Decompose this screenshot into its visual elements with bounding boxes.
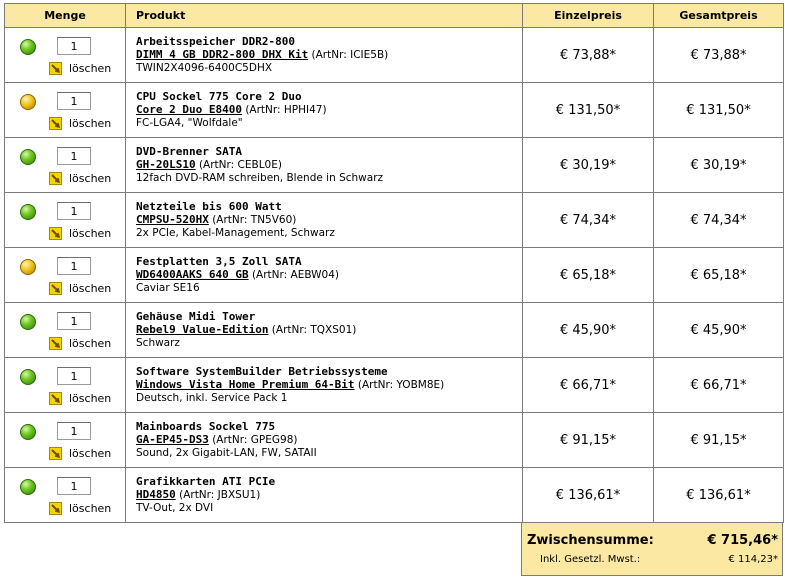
product-description: FC-LGA4, "Wolfdale" xyxy=(136,117,243,129)
delete-link[interactable] xyxy=(49,337,111,350)
delete-label: löschen xyxy=(69,172,112,185)
availability-status-icon xyxy=(20,424,36,440)
header-gesamtpreis: Gesamtpreis xyxy=(654,4,784,28)
delete-link[interactable] xyxy=(49,282,111,295)
header-produkt: Produkt xyxy=(126,4,523,28)
delete-label: löschen xyxy=(69,337,112,350)
product-artnr: (ArtNr: HPHI47) xyxy=(245,104,327,116)
delete-label: löschen xyxy=(69,282,112,295)
cart-table xyxy=(4,3,784,523)
quantity-cell xyxy=(5,413,126,468)
quantity-cell xyxy=(5,358,126,413)
quantity-input[interactable] xyxy=(57,202,91,220)
quantity-cell xyxy=(5,303,126,358)
product-artnr: (ArtNr: YOBM8E) xyxy=(357,379,445,391)
quantity-input[interactable] xyxy=(57,147,91,165)
delete-icon xyxy=(49,172,62,185)
total-price: € 65,18* xyxy=(654,248,784,303)
delete-link[interactable] xyxy=(49,62,111,75)
product-name-link[interactable]: GH-20LS10 xyxy=(136,158,196,171)
cart-row xyxy=(5,303,784,358)
product-name-link[interactable]: DIMM 4 GB DDR2-800 DHX Kit xyxy=(136,48,309,61)
product-category: CPU Sockel 775 Core 2 Duo xyxy=(136,90,302,103)
product-description: Schwarz xyxy=(136,337,180,349)
product-artnr: (ArtNr: ICIE5B) xyxy=(311,49,389,61)
quantity-cell xyxy=(5,248,126,303)
product-artnr: (ArtNr: TQXS01) xyxy=(271,324,357,336)
unit-price: € 65,18* xyxy=(523,248,654,303)
delete-icon xyxy=(49,282,62,295)
availability-status-icon xyxy=(20,39,36,55)
product-cell xyxy=(126,193,523,248)
total-price: € 30,19* xyxy=(654,138,784,193)
unit-price: € 136,61* xyxy=(523,468,654,523)
tax-label: Inkl. Gesetzl. Mwst.: xyxy=(540,554,641,565)
total-price: € 91,15* xyxy=(654,413,784,468)
delete-icon xyxy=(49,117,62,130)
product-cell xyxy=(126,138,523,193)
cart-row xyxy=(5,28,784,83)
product-name-link[interactable]: Rebel9 Value-Edition xyxy=(136,323,269,336)
unit-price: € 131,50* xyxy=(523,83,654,138)
cart-summary xyxy=(521,523,783,576)
subtotal-row xyxy=(527,533,778,548)
product-cell xyxy=(126,28,523,83)
quantity-input[interactable] xyxy=(57,37,91,55)
cart-row xyxy=(5,413,784,468)
header-einzelpreis: Einzelpreis xyxy=(523,4,654,28)
availability-status-icon xyxy=(20,369,36,385)
product-category: Arbeitsspeicher DDR2-800 xyxy=(136,35,295,48)
total-price: € 131,50* xyxy=(654,83,784,138)
unit-price: € 66,71* xyxy=(523,358,654,413)
quantity-cell xyxy=(5,83,126,138)
cart-row xyxy=(5,248,784,303)
availability-status-icon xyxy=(20,149,36,165)
availability-status-icon xyxy=(20,314,36,330)
delete-link[interactable] xyxy=(49,227,111,240)
product-category: Grafikkarten ATI PCIe xyxy=(136,475,276,488)
quantity-cell xyxy=(5,468,126,523)
product-category: Netzteile bis 600 Watt xyxy=(136,200,282,213)
availability-status-icon xyxy=(20,259,36,275)
quantity-cell xyxy=(5,28,126,83)
unit-price: € 30,19* xyxy=(523,138,654,193)
delete-icon xyxy=(49,227,62,240)
product-artnr: (ArtNr: AEBW04) xyxy=(251,269,340,281)
delete-label: löschen xyxy=(69,117,112,130)
product-artnr: (ArtNr: TN5V60) xyxy=(212,214,297,226)
product-cell xyxy=(126,248,523,303)
product-cell xyxy=(126,303,523,358)
cart-row xyxy=(5,83,784,138)
product-cell xyxy=(126,83,523,138)
quantity-cell xyxy=(5,138,126,193)
quantity-input[interactable] xyxy=(57,92,91,110)
product-description: 2x PCIe, Kabel-Management, Schwarz xyxy=(136,227,335,239)
total-price: € 136,61* xyxy=(654,468,784,523)
quantity-input[interactable] xyxy=(57,367,91,385)
product-name-link[interactable]: GA-EP45-DS3 xyxy=(136,433,209,446)
header-menge: Menge xyxy=(5,4,126,28)
product-description: 12fach DVD-RAM schreiben, Blende in Schwarz xyxy=(136,172,384,184)
total-price: € 73,88* xyxy=(654,28,784,83)
total-price: € 74,34* xyxy=(654,193,784,248)
product-artnr: (ArtNr: GPEG98) xyxy=(212,434,298,446)
delete-link[interactable] xyxy=(49,392,111,405)
unit-price: € 73,88* xyxy=(523,28,654,83)
cart-row xyxy=(5,358,784,413)
product-description: Deutsch, inkl. Service Pack 1 xyxy=(136,392,288,404)
product-category: Gehäuse Midi Tower xyxy=(136,310,256,323)
product-name-link[interactable]: Windows Vista Home Premium 64-Bit xyxy=(136,378,355,391)
delete-link[interactable] xyxy=(49,172,111,185)
total-price: € 45,90* xyxy=(654,303,784,358)
product-category: Mainboards Sockel 775 xyxy=(136,420,276,433)
product-cell xyxy=(126,468,523,523)
product-category: DVD-Brenner SATA xyxy=(136,145,242,158)
product-name-link[interactable]: WD6400AAKS 640 GB xyxy=(136,268,249,281)
cart-header-row xyxy=(5,4,784,28)
subtotal-label: Zwischensumme: xyxy=(527,533,654,548)
product-cell xyxy=(126,413,523,468)
cart-row xyxy=(5,468,784,523)
unit-price: € 91,15* xyxy=(523,413,654,468)
product-description: TV-Out, 2x DVI xyxy=(136,502,214,514)
cart-row xyxy=(5,193,784,248)
product-category: Festplatten 3,5 Zoll SATA xyxy=(136,255,302,268)
quantity-input[interactable] xyxy=(57,477,91,495)
subtotal-value: € 715,46* xyxy=(707,533,778,548)
quantity-cell xyxy=(5,193,126,248)
delete-icon xyxy=(49,447,62,460)
quantity-input[interactable] xyxy=(57,422,91,440)
delete-link[interactable] xyxy=(49,117,111,130)
product-artnr: (ArtNr: CEBL0E) xyxy=(198,159,282,171)
product-name-link[interactable]: CMPSU-520HX xyxy=(136,213,209,226)
quantity-input[interactable] xyxy=(57,312,91,330)
tax-value: € 114,23* xyxy=(728,554,778,565)
product-description: Caviar SE16 xyxy=(136,282,200,294)
tax-row xyxy=(540,554,778,565)
product-category: Software SystemBuilder Betriebssysteme xyxy=(136,365,388,378)
total-price: € 66,71* xyxy=(654,358,784,413)
product-description: TWIN2X4096-6400C5DHX xyxy=(136,62,273,74)
delete-label: löschen xyxy=(69,447,112,460)
delete-label: löschen xyxy=(69,502,112,515)
unit-price: € 74,34* xyxy=(523,193,654,248)
delete-link[interactable] xyxy=(49,502,111,515)
delete-icon xyxy=(49,502,62,515)
product-description: Sound, 2x Gigabit-LAN, FW, SATAII xyxy=(136,447,317,459)
availability-status-icon xyxy=(20,94,36,110)
delete-label: löschen xyxy=(69,62,112,75)
product-name-link[interactable]: HD4850 xyxy=(136,488,176,501)
cart-row xyxy=(5,138,784,193)
delete-icon xyxy=(49,337,62,350)
product-artnr: (ArtNr: JBXSU1) xyxy=(179,489,261,501)
availability-status-icon xyxy=(20,204,36,220)
delete-label: löschen xyxy=(69,227,112,240)
delete-link[interactable] xyxy=(49,447,111,460)
availability-status-icon xyxy=(20,479,36,495)
delete-label: löschen xyxy=(69,392,112,405)
quantity-input[interactable] xyxy=(57,257,91,275)
delete-icon xyxy=(49,62,62,75)
product-name-link[interactable]: Core 2 Duo E8400 xyxy=(136,103,242,116)
unit-price: € 45,90* xyxy=(523,303,654,358)
delete-icon xyxy=(49,392,62,405)
product-cell xyxy=(126,358,523,413)
